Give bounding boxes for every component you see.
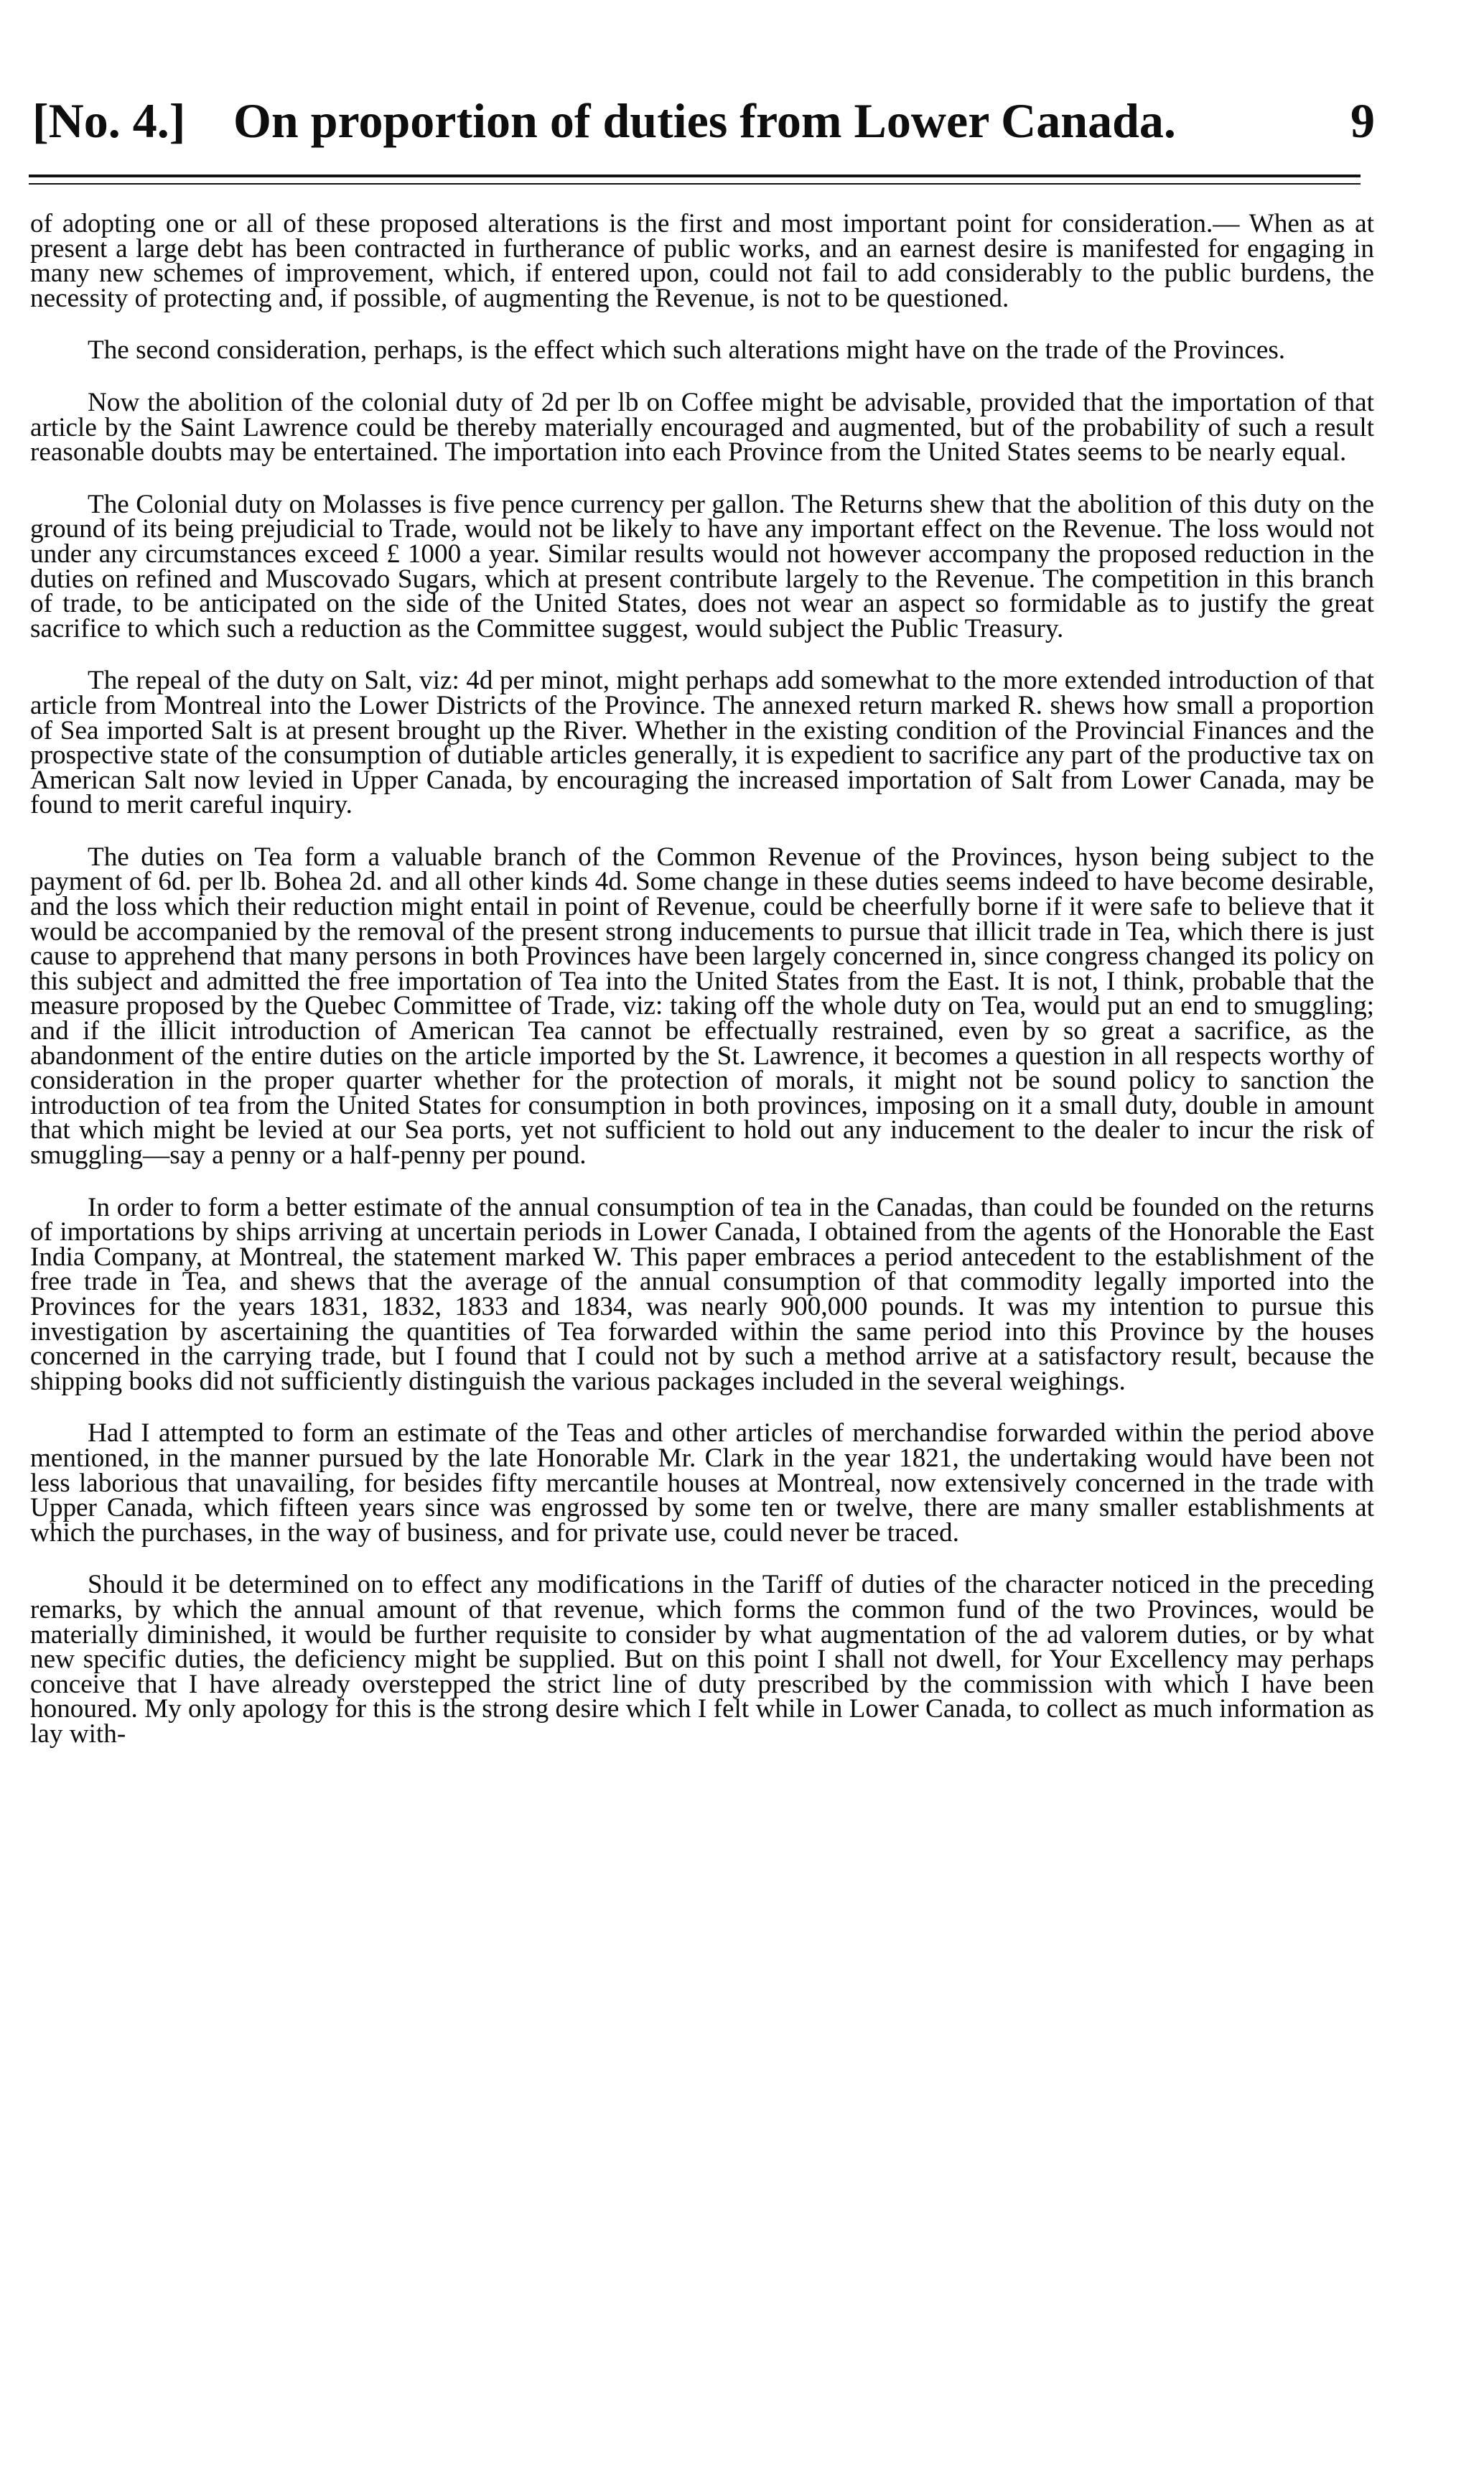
paragraph-2: The second consideration, perhaps, is the effect which such alterations might have on the trade of the Provinces. (88, 335, 1286, 366)
page-header (32, 85, 1382, 157)
body-text (30, 209, 1374, 1774)
paragraph-3: Now the abolition of the colonial duty of 2d per lb on Coffee might be advisable, provided that the importation of that article by the Saint Lawrence could be thereby materially encouraged and augmented, but of the probability of such a result reasonable doubts may be entertained. The importation into each Province from the United States seems to be nearly equal. (30, 387, 1374, 468)
paragraph-7: In order to form a better estimate of the annual consumption of tea in the Canadas, than could be founded on the returns of importations by ships arriving at uncertain periods in Lower Canada, I obtained from the agents of the Honorable the East India Company, at Montreal, the statement marked W. This paper embraces a period antecedent to the establishment of the free trade in Tea, and shews that the average of the annual consumption of that commodity legally imported into the Provinces for the years 1831, 1832, 1833 and 1834, was nearly 900,000 pounds. It was my intention to pursue this investigation by ascertaining the quantities of Tea forwarded within the same period into this Province by the houses concerned in the carrying trade, but I found that I could not by such a method arrive at a satisfactory result, because the shipping books did not sufficiently distinguish the various packages included in the several weighings. (30, 1192, 1374, 1396)
paragraph-5: The repeal of the duty on Salt, viz: 4d per minot, might perhaps add somewhat to the more extended introduction of that article from Montreal into the Lower Districts of the Province. The annexed return marked R. shews how small a proportion of Sea imported Salt is at present brought up the River. Whether in the existing condition of the Provincial Finances and the prospective state of the consumption of dutiable articles generally, it is expedient to sacrifice any part of the productive tax on American Salt now levied in Upper Canada, by encouraging the increased importation of Salt from Lower Canada, may be found to merit careful inquiry. (30, 666, 1374, 820)
header-rule-thin (29, 183, 1361, 185)
paragraph-4: The Colonial duty on Molasses is five pence currency per gallon. The Returns shew that the abolition of this duty on the ground of its being prejudicial to Trade, would not be likely to have any important effect on the Revenue. The loss would not under any circumstances exceed £ 1000 a year. Similar results would not however accompany the proposed reduction in the duties on refined and Muscovado Sugars, which at present contribute largely to the Revenue. The competition in this branch of trade, to be anticipated on the side of the United States, does not wear an aspect so formidable as to justify the great sacrifice to which such a reduction as the Committee suggest, would subject the Public Treasury. (30, 489, 1374, 643)
page-number: 9 (1350, 93, 1375, 148)
paragraph-8: Had I attempted to form an estimate of the Teas and other articles of merchandise forwarded within the period above mentioned, in the manner pursued by the late Honorable Mr. Clark in the year 1821, the undertaking would have been not less laborious that unavailing, for besides fifty mercantile houses at Montreal, now extensively concerned in the trade with Upper Canada, which fifteen years since was engrossed by some ten or twelve, there are many smaller establishments at which the purchases, in the way of business, and for private use, could never be traced. (30, 1418, 1374, 1548)
document-number: [No. 4.] (32, 93, 186, 148)
header-rule-thick (29, 175, 1361, 177)
paragraph-6: The duties on Tea form a valuable branch of the Common Revenue of the Provinces, hyson being subject to the payment of 6d. per lb. Bohea 2d. and all other kinds 4d. Some change in these duties seems indeed to have become desirable, and the loss which their reduction might entail in point of Revenue, could be cheerfully borne if it were safe to believe that it would be accompanied by the removal of the present strong inducements to pursue that illicit trade in Tea, which there is just cause to apprehend that many persons in both Provinces have been largely concerned in, since congress changed its policy on this subject and admitted the free importation of Tea into the United States from the East. It is not, I think, probable that the measure proposed by the Quebec Committee of Trade, viz: taking off the whole duty on Tea, would put an end to smuggling; and if the illicit introduction of American Tea cannot be effectually restrained, even by so great a sacrifice, as the abandonment of the entire duties on the article imported by the St. Lawrence, it becomes a question in all respects worthy of consideration in the proper quarter whether for the protection of morals, it might not be sound policy to sanction the introduction of tea from the United States for consumption in both provinces, imposing on it a small duty, double in amount that which might be levied at our Sea ports, yet not sufficient to hold out any inducement to the dealer to incur the risk of smuggling—say a penny or a half-penny per pound. (30, 842, 1374, 1170)
paragraph-1: of adopting one or all of these proposed alterations is the first and most important point for consideration.— When as at present a large debt has been contracted in furtherance of public works, and an earnest desire is manifested for engaging in many new schemes of improvement, which, if entered upon, could not fail to add considerably to the public burdens, the necessity of protecting and, if possible, of augmenting the Revenue, is not to be questioned. (30, 209, 1374, 313)
paragraph-9: Should it be determined on to effect any modifications in the Tariff of duties of the character noticed in the preceding remarks, by which the annual amount of that revenue, which forms the common fund of the two Provinces, would be materially diminished, it would be further requisite to consider by what augmentation of the ad valorem duties, or by what new specific duties, the deficiency might be supplied. But on this point I shall not dwell, for Your Excellency may perhaps conceive that I have already overstepped the strict line of duty prescribed by the commission with which I have been honoured. My only apology for this is the strong desire which I felt while in Lower Canada, to collect as much information as lay with- (30, 1570, 1374, 1749)
page-title: On proportion of duties from Lower Canada. (233, 93, 1176, 148)
